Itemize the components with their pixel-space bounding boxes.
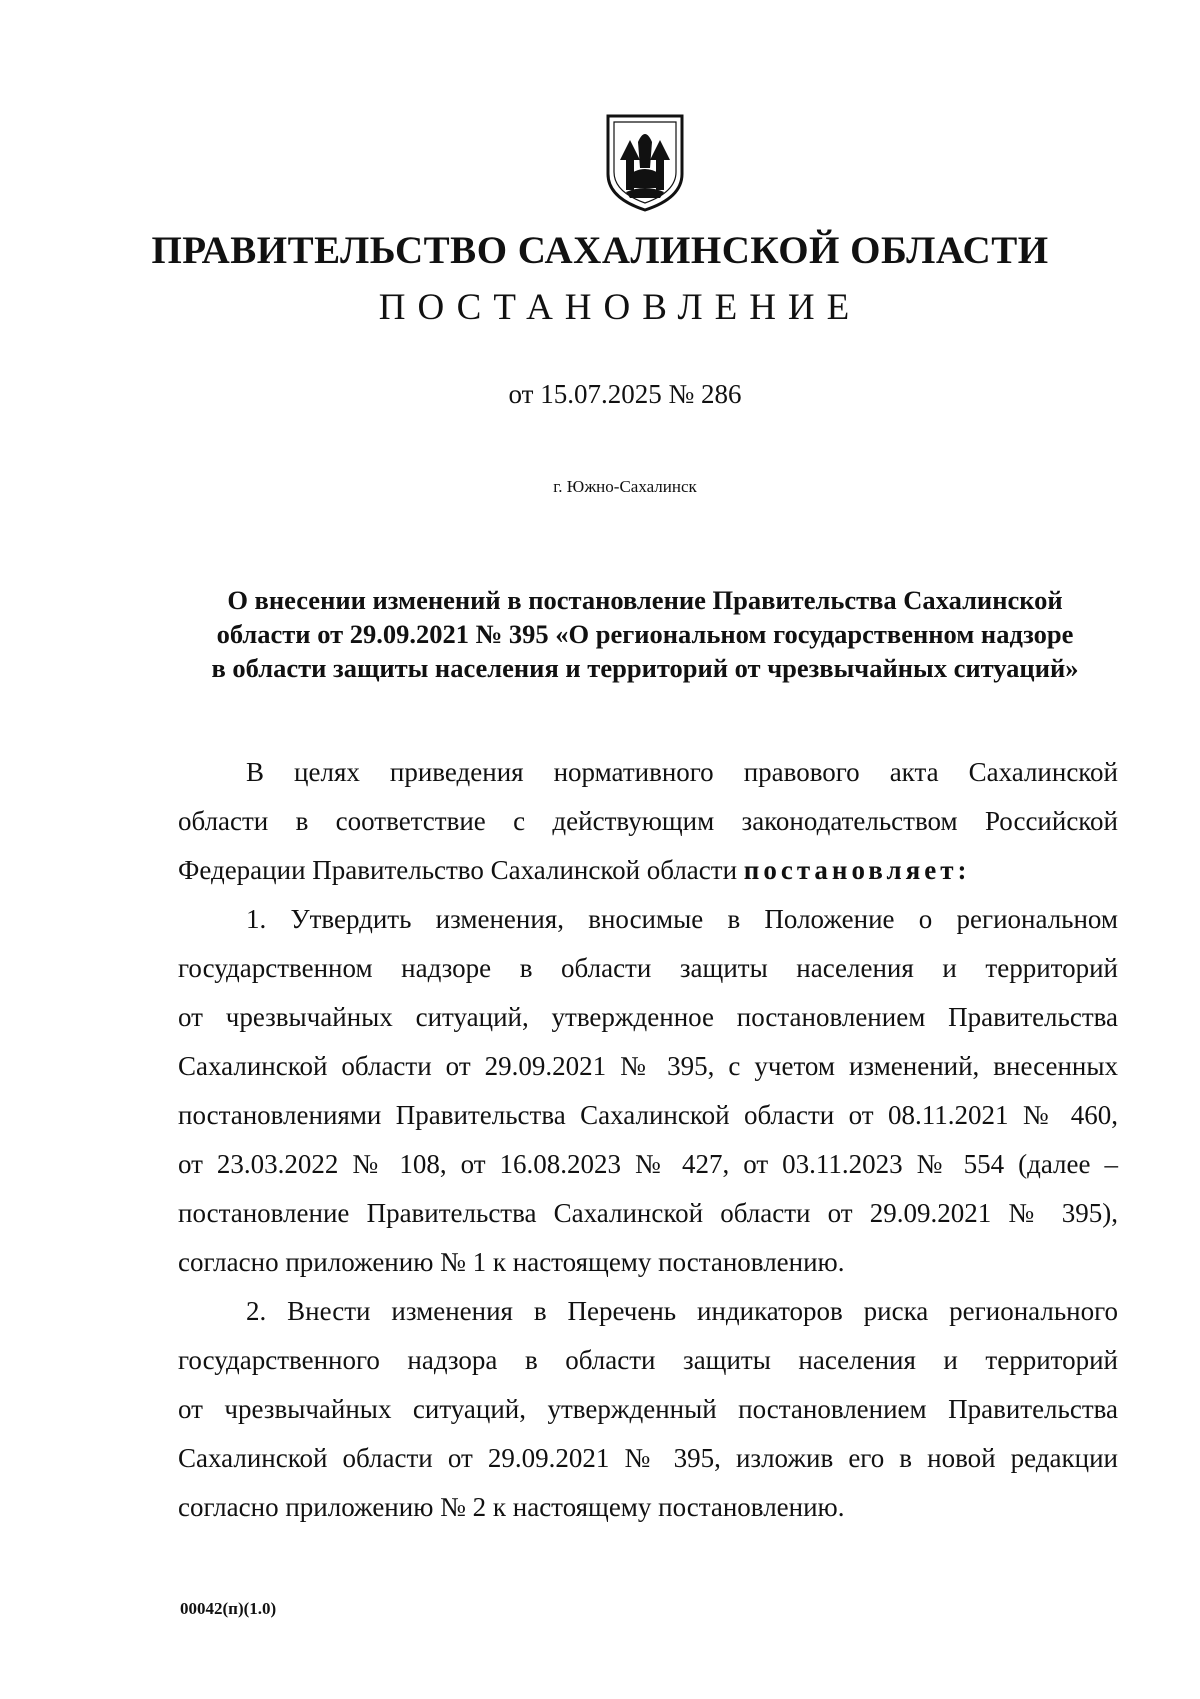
intro-line-final	[178, 846, 1118, 895]
resolves-keyword: постановляет:	[743, 855, 971, 885]
item2-line: от чрезвычайных ситуаций, утвержденный постановлением Правительства	[178, 1394, 1118, 1424]
item1-line: государственном надзоре в области защиты населения и территорий	[178, 953, 1118, 983]
document-title	[170, 583, 1120, 685]
item2-line: государственного надзора в области защиты населения и территорий	[178, 1345, 1118, 1375]
title-line: в области защиты населения и территорий от чрезвычайных ситуаций»	[211, 653, 1079, 683]
document-type: ПОСТАНОВЛЕНИЕ	[378, 287, 862, 328]
item1-line: 1. Утвердить изменения, вносимые в Положение о региональном	[246, 904, 1118, 934]
item1-line: постановление Правительства Сахалинской области от 29.09.2021 № 395),	[178, 1198, 1118, 1228]
title-line: области от 29.09.2021 № 395 «О региональном государственном надзоре	[216, 619, 1074, 649]
document-date-number: от 15.07.2025 № 286	[508, 379, 742, 409]
intro-line: В целях приведения нормативного правового акта Сахалинской	[246, 757, 1118, 787]
item1-line: Сахалинской области от 29.09.2021 № 395, с учетом изменений, внесенных	[178, 1051, 1118, 1081]
item1-line: от 23.03.2022 № 108, от 16.08.2023 № 427, от 03.11.2023 № 554 (далее –	[178, 1149, 1118, 1179]
item1-line: от чрезвычайных ситуаций, утвержденное постановлением Правительства	[178, 1002, 1118, 1032]
item2-line: Сахалинской области от 29.09.2021 № 395, изложив его в новой редакции	[178, 1443, 1118, 1473]
item2-line: 2. Внести изменения в Перечень индикаторов риска регионального	[246, 1296, 1118, 1326]
title-line: О внесении изменений в постановление Правительства Сахалинской	[227, 585, 1063, 615]
intro-text: Федерации Правительство Сахалинской области	[178, 855, 744, 885]
document-city: г. Южно-Сахалинск	[553, 477, 697, 496]
item2-line: согласно приложению № 2 к настоящему постановлению.	[178, 1492, 845, 1522]
sakhalin-coat-of-arms-icon	[600, 112, 690, 212]
item1-line: согласно приложению № 1 к настоящему постановлению.	[178, 1247, 845, 1277]
government-name: ПРАВИТЕЛЬСТВО САХАЛИНСКОЙ ОБЛАСТИ	[151, 229, 1049, 272]
document-body	[178, 748, 1118, 1532]
form-code: 00042(п)(1.0)	[180, 1599, 277, 1618]
intro-line: области в соответствие с действующим законодательством Российской	[178, 806, 1118, 836]
item1-line: постановлениями Правительства Сахалинской области от 08.11.2021 № 460,	[178, 1100, 1118, 1130]
